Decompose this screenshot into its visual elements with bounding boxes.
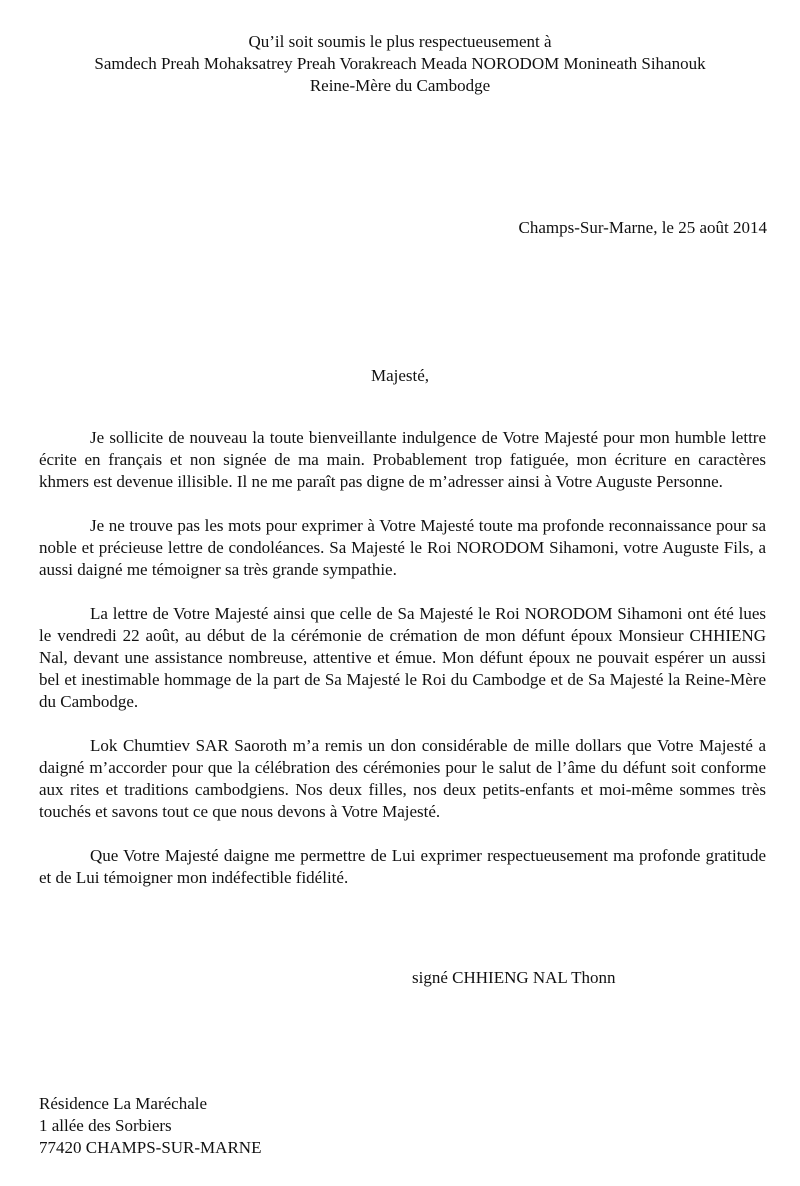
body-paragraph: Lok Chumtiev SAR Saoroth m’a remis un don considérable de mille dollars que Votre Majesté a daigné m’accorder pour que la célébration des cérémonies pour le salut de l’âme du défunt soit conforme aux rites et traditions cambodgiens. Nos deux filles, nos deux petits-enfants et moi-même sommes très touchés et savons tout ce que nous devons à Votre Majesté. (39, 736, 766, 821)
place-date: Champs-Sur-Marne, le 25 août 2014 (518, 218, 767, 237)
body-paragraph: La lettre de Votre Majesté ainsi que celle de Sa Majesté le Roi NORODOM Sihamoni ont été lues le vendredi 22 août, au début de la cérémonie de crémation de mon défunt époux Monsieur CHHIENG Nal, devant une assistance nombreuse, attentive et émue. Mon défunt époux ne pouvait espérer un aussi bel et inestimable hommage de la part de Sa Majesté le Roi du Cambodge et de Sa Majesté la Reine-Mère du Cambodge. (39, 604, 766, 711)
address-line: Résidence La Maréchale (39, 1094, 208, 1113)
addressee-line: Qu’il soit soumis le plus respectueusement à (248, 32, 552, 51)
sender-address (39, 1093, 261, 1159)
addressee-line: Reine-Mère du Cambodge (309, 76, 491, 95)
addressee-line: Samdech Preah Mohaksatrey Preah Vorakreach Meada NORODOM Monineath Sihanouk (94, 54, 706, 73)
body-paragraph: Je sollicite de nouveau la toute bienveillante indulgence de Votre Majesté pour mon humble lettre écrite en français et non signée de ma main. Probablement trop fatiguée, mon écriture en caractères khmers est devenue illisible. Il ne me paraît pas digne de m’adresser ainsi à Votre Auguste Personne. (39, 428, 766, 491)
address-line: 77420 CHAMPS-SUR-MARNE (39, 1138, 262, 1157)
body-paragraph: Je ne trouve pas les mots pour exprimer à Votre Majesté toute ma profonde reconnaissance pour sa noble et précieuse lettre de condoléances. Sa Majesté le Roi NORODOM Sihamoni, votre Auguste Fils, a aussi daigné me témoigner sa très grande sympathie. (39, 516, 766, 579)
addressee-block (0, 31, 800, 97)
signature: signé CHHIENG NAL Thonn (412, 968, 616, 987)
address-line: 1 allée des Sorbiers (39, 1116, 172, 1135)
letter-body (39, 427, 766, 911)
body-paragraph: Que Votre Majesté daigne me permettre de Lui exprimer respectueusement ma profonde gratitude et de Lui témoigner mon indéfectible fidélité. (39, 846, 766, 887)
salutation: Majesté, (370, 366, 430, 385)
